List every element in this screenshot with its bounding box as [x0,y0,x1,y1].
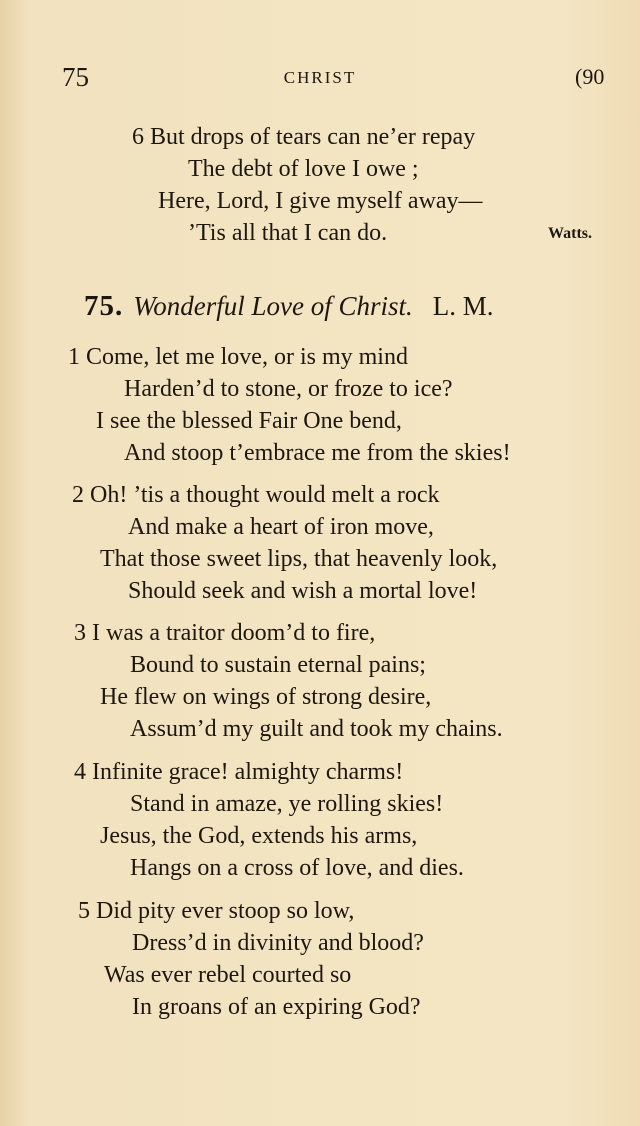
verse-line: Was ever rebel courted so [104,962,352,988]
verse-line: And make a heart of iron move, [128,514,434,540]
hymn-number: 75. [84,290,124,322]
verse-line: Should seek and wish a mortal love! [128,578,478,604]
running-title: CHRIST [283,68,357,87]
hymn-meter: L. M. [432,291,494,321]
verse-line: 3 I was a traitor doom’d to fire, [74,620,376,646]
verse-line: Harden’d to stone, or froze to ice? [124,376,453,402]
verse-line: Assum’d my guilt and took my chains. [130,716,503,742]
verse-line: And stoop t’embrace me from the skies! [124,440,511,466]
verse-line: That those sweet lips, that heavenly look, [100,546,498,572]
verse-line: ’Tis all that I can do. [188,220,388,246]
attribution: Watts. [548,225,592,242]
verse-line: In groans of an expiring God? [132,994,421,1020]
verse-line: 5 Did pity ever stoop so low, [78,898,355,924]
verse-line: Hangs on a cross of love, and dies. [130,855,464,881]
hymn-heading [84,290,494,323]
verse-line: Jesus, the God, extends his arms, [100,823,418,849]
hymn-reference: (90 [575,64,605,89]
verse-line: The debt of love I owe ; [188,156,419,182]
verse-line: 4 Infinite grace! almighty charms! [74,759,404,785]
verse-line: 6 But drops of tears can ne’er repay [132,124,476,150]
verse-line: Stand in amaze, ye rolling skies! [130,791,444,817]
verse-line: I see the blessed Fair One bend, [96,408,402,434]
page-number: 75 [62,62,89,92]
verse-line: Bound to sustain eternal pains; [130,652,426,678]
verse-line: 2 Oh! ’tis a thought would melt a rock [72,482,440,508]
verse-line: 1 Come, let me love, or is my mind [68,344,408,370]
verse-line: He flew on wings of strong desire, [100,684,432,710]
hymn-title: Wonderful Love of Christ. [133,291,413,321]
verse-line: Dress’d in divinity and blood? [132,930,424,956]
verse-line: Here, Lord, I give myself away— [158,188,483,214]
